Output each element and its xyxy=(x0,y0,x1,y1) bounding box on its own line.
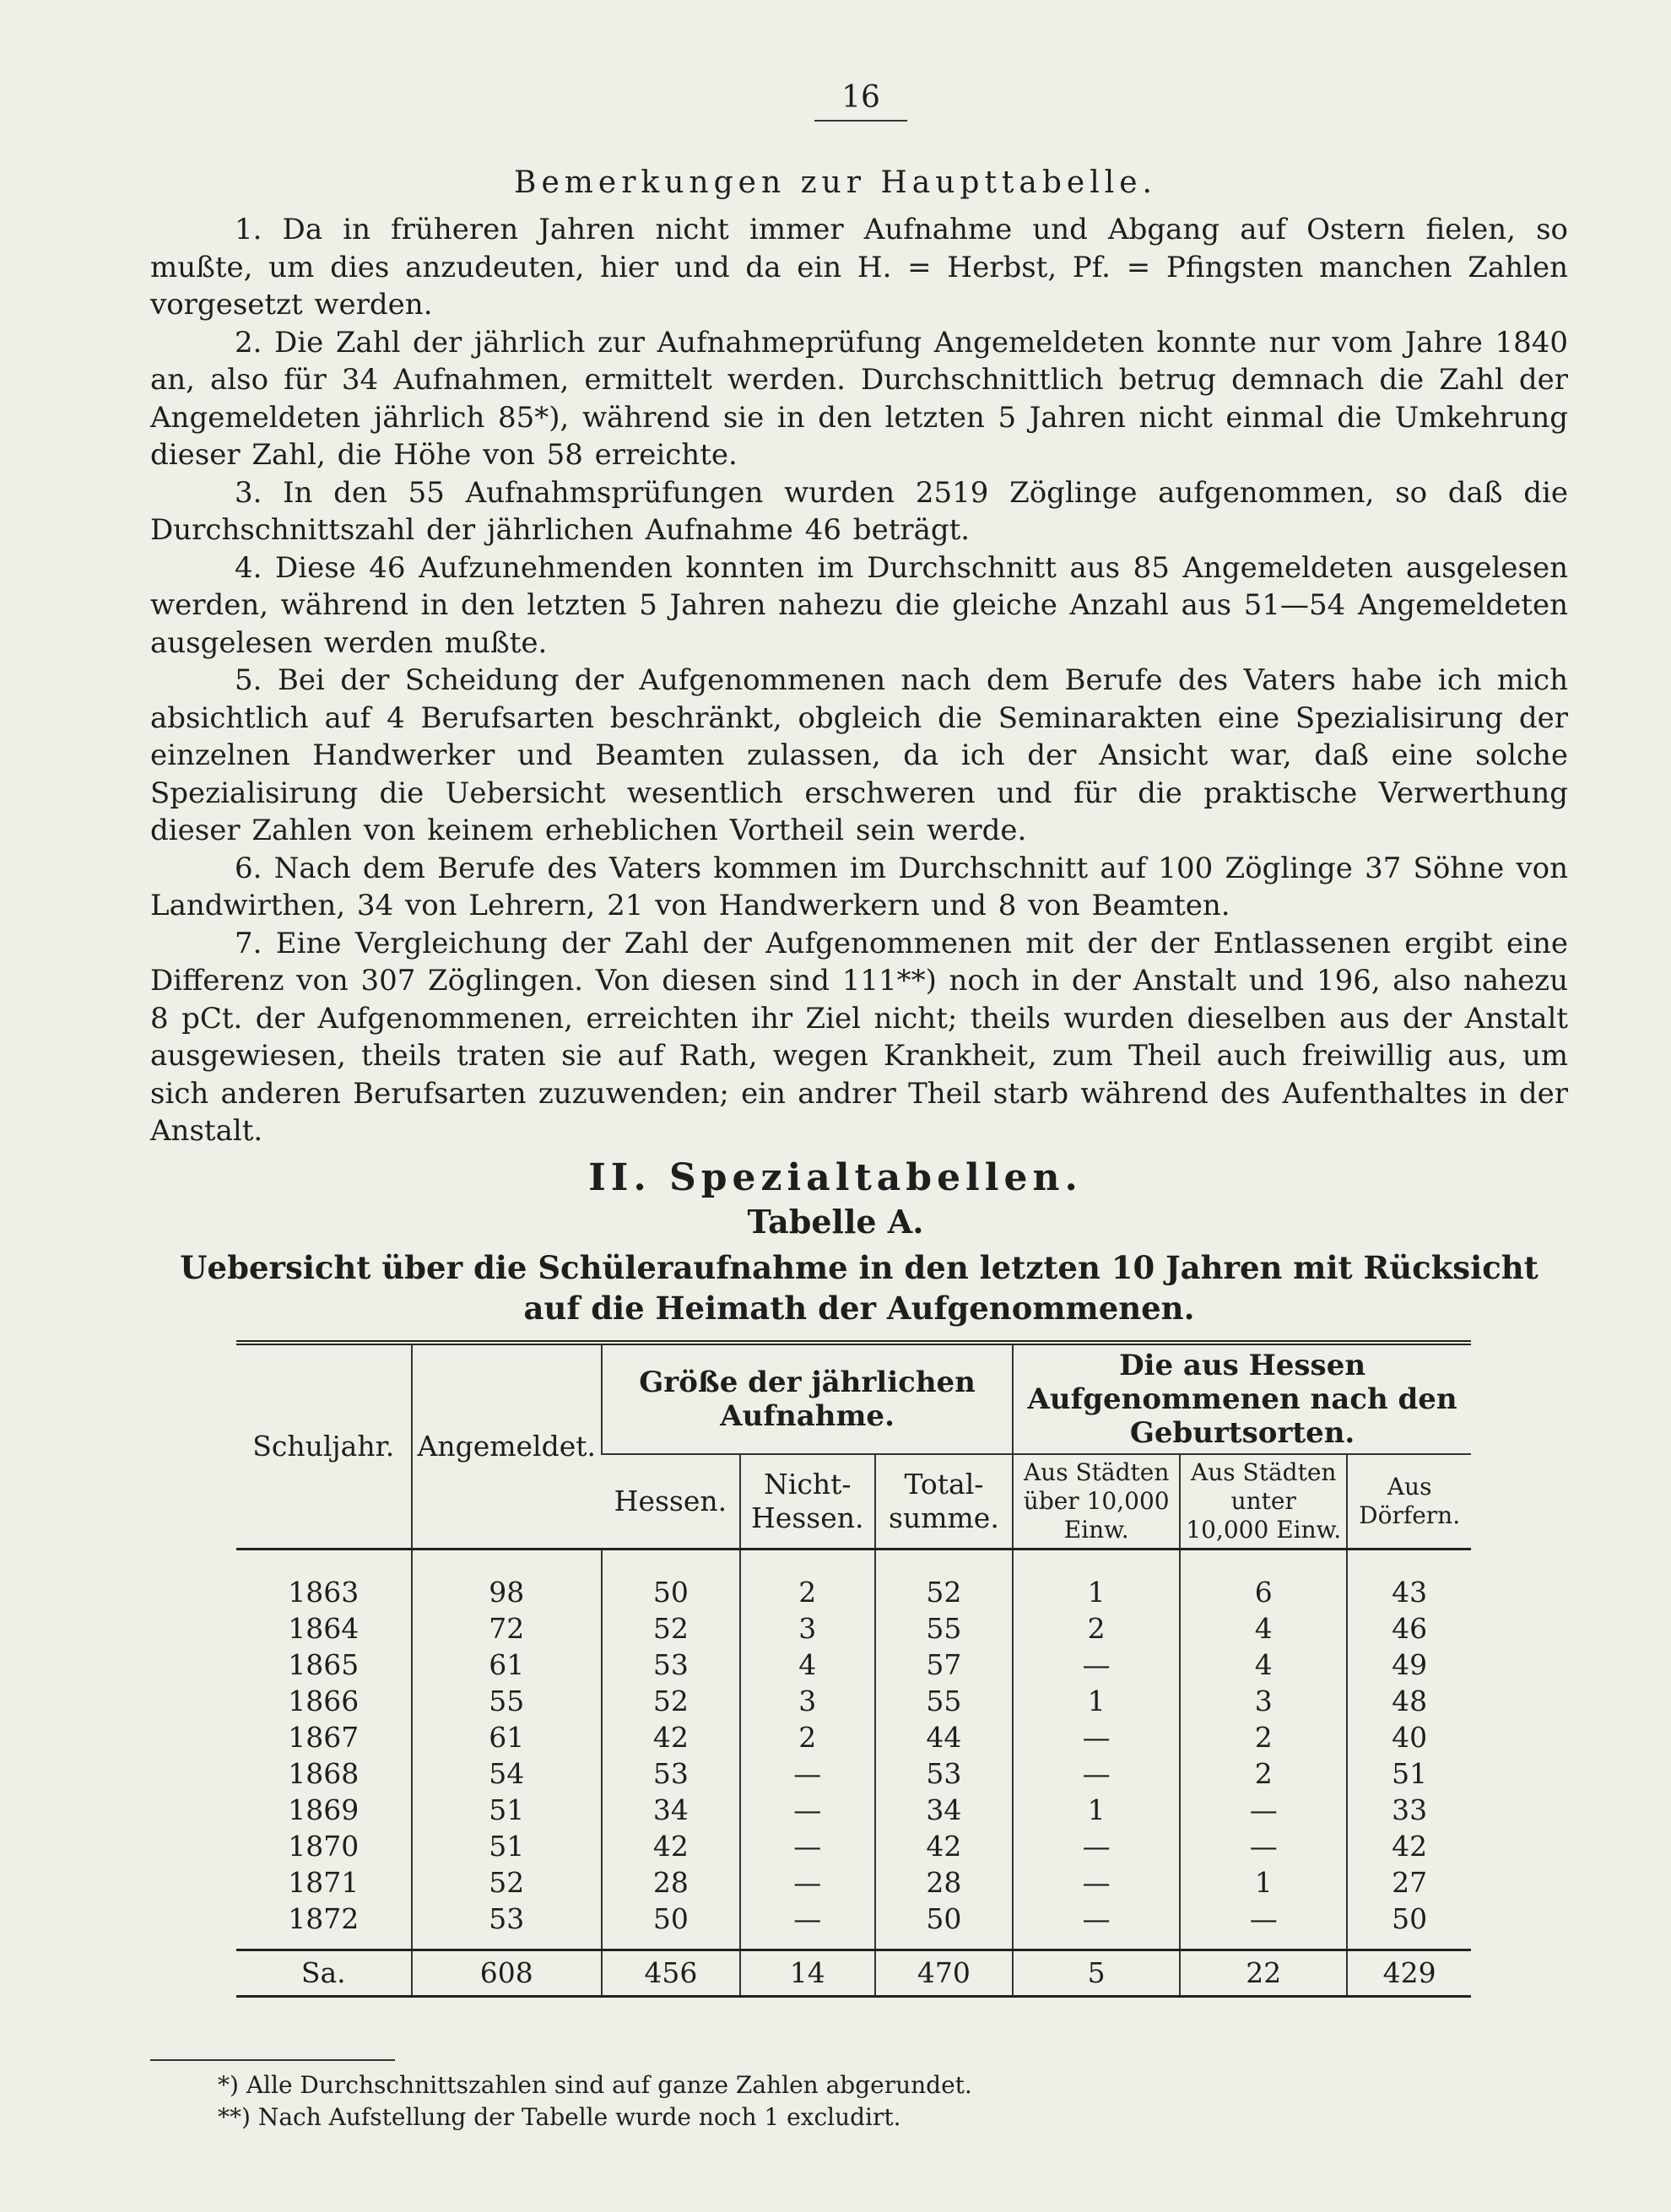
table-row xyxy=(236,1901,1471,1950)
cell-year: 1872 xyxy=(288,1902,360,1935)
cell-non-hesse: — xyxy=(740,1755,875,1792)
table-row xyxy=(236,1755,1471,1792)
header-cities-under: Aus Städten unter 10,000 Einw. xyxy=(1180,1454,1347,1549)
cell-year: 1864 xyxy=(288,1612,360,1645)
cell-cities-over: — xyxy=(1013,1719,1180,1755)
cell-cities-under: 1 xyxy=(1180,1864,1347,1901)
header-villages: Aus Dörfern. xyxy=(1347,1454,1471,1549)
table-row xyxy=(236,1864,1471,1901)
section-heading: II. Spezialtabellen. xyxy=(588,1156,1083,1199)
cell-hesse: 53 xyxy=(602,1755,740,1792)
cell-registered: 98 xyxy=(412,1549,603,1611)
cell-cities-under: 2 xyxy=(1180,1755,1347,1792)
cell-cities-over: — xyxy=(1013,1901,1180,1950)
cell-villages: 43 xyxy=(1347,1549,1471,1611)
cell-total: 52 xyxy=(875,1549,1013,1611)
cell-cities-over: — xyxy=(1013,1755,1180,1792)
header-cities-over: Aus Städten über 10,000 Einw. xyxy=(1013,1454,1180,1549)
cell-total: 28 xyxy=(875,1864,1013,1901)
cell-registered: 53 xyxy=(412,1901,603,1950)
header-registered: Angemeldet. xyxy=(412,1343,603,1549)
remark-6: 6. Nach dem Berufe des Vaters kommen im Durchschnitt auf 100 Zöglinge 37 Söhne von Landwirthen, 34 von Lehrern, 21 von Handwerkern und 8 von Beamten. xyxy=(150,851,1568,922)
cell-registered: 61 xyxy=(412,1647,603,1683)
cell-year: 1870 xyxy=(288,1830,360,1863)
table-row xyxy=(236,1549,1471,1611)
header-non-hesse: Nicht-Hessen. xyxy=(740,1454,875,1549)
cell-hesse: 42 xyxy=(602,1828,740,1864)
footnotes xyxy=(150,2069,1332,2134)
cell-registered: 51 xyxy=(412,1828,603,1864)
cell-total: 55 xyxy=(875,1683,1013,1719)
cell-hesse: 34 xyxy=(602,1792,740,1828)
cell-cities-over: 2 xyxy=(1013,1610,1180,1647)
cell-year: 1865 xyxy=(288,1648,360,1681)
cell-year: 1869 xyxy=(288,1793,360,1826)
table-row xyxy=(236,1610,1471,1647)
remark-3: 3. In den 55 Aufnahmsprüfungen wurden 2519 Zöglinge aufgenommen, so daß die Durchschnittszahl der jährlichen Aufnahme 46 beträgt. xyxy=(150,475,1568,547)
sum-total: 470 xyxy=(875,1950,1013,1997)
header-group-admission: Größe der jährlichen Aufnahme. xyxy=(602,1343,1013,1454)
cell-hesse: 53 xyxy=(602,1647,740,1683)
cell-cities-under: — xyxy=(1180,1901,1347,1950)
sum-hesse: 456 xyxy=(602,1950,740,1997)
cell-villages: 46 xyxy=(1347,1610,1471,1647)
cell-non-hesse: — xyxy=(740,1901,875,1950)
cell-total: 34 xyxy=(875,1792,1013,1828)
cell-cities-over: 1 xyxy=(1013,1549,1180,1611)
cell-registered: 55 xyxy=(412,1683,603,1719)
table-row xyxy=(236,1647,1471,1683)
cell-villages: 40 xyxy=(1347,1719,1471,1755)
cell-total: 57 xyxy=(875,1647,1013,1683)
cell-non-hesse: 4 xyxy=(740,1647,875,1683)
cell-registered: 72 xyxy=(412,1610,603,1647)
table-caption: Uebersicht über die Schüleraufnahme in den letzten 10 Jahren mit Rücksicht auf die Heimath der Aufgenommenen. xyxy=(180,1249,1539,1327)
cell-year: 1866 xyxy=(288,1685,360,1717)
cell-villages: 33 xyxy=(1347,1792,1471,1828)
sum-row xyxy=(236,1950,1471,1997)
cell-year: 1867 xyxy=(288,1721,360,1754)
cell-cities-over: 1 xyxy=(1013,1683,1180,1719)
cell-cities-over: — xyxy=(1013,1864,1180,1901)
cell-villages: 50 xyxy=(1347,1901,1471,1950)
cell-total: 55 xyxy=(875,1610,1013,1647)
cell-villages: 49 xyxy=(1347,1647,1471,1683)
header-total: Total-summe. xyxy=(875,1454,1013,1549)
cell-hesse: 50 xyxy=(602,1549,740,1611)
cell-non-hesse: 3 xyxy=(740,1610,875,1647)
cell-villages: 27 xyxy=(1347,1864,1471,1901)
table-row xyxy=(236,1792,1471,1828)
cell-hesse: 50 xyxy=(602,1901,740,1950)
remark-4: 4. Diese 46 Aufzunehmenden konnten im Durchschnitt aus 85 Angemeldeten ausgelesen werden, während in den letzten 5 Jahren nahezu die gleiche Anzahl aus 51—54 Angemeldeten ausgelesen werden mußte. xyxy=(150,550,1568,660)
remark-7: 7. Eine Vergleichung der Zahl der Aufgenommenen mit der der Entlassenen ergibt eine Differenz von 307 Zöglingen. Von diesen sind 111**) noch in der Anstalt und 196, also nahezu 8 pCt. der Aufgenommenen, erreichten ihr Ziel nicht; theils wurden dieselben aus der Anstalt ausgewiesen, theils traten sie auf Rath, wegen Krankheit, zum Theil auch freiwillig aus, um sich anderen Berufsarten zuzuwenden; ein andrer Theil starb während des Aufenthaltes in der Anstalt. xyxy=(150,926,1568,1148)
cell-hesse: 42 xyxy=(602,1719,740,1755)
cell-total: 42 xyxy=(875,1828,1013,1864)
cell-year: 1868 xyxy=(288,1757,360,1790)
sum-villages: 429 xyxy=(1347,1950,1471,1997)
cell-non-hesse: 2 xyxy=(740,1719,875,1755)
cell-non-hesse: — xyxy=(740,1828,875,1864)
cell-total: 53 xyxy=(875,1755,1013,1792)
remark-1: 1. Da in früheren Jahren nicht immer Aufnahme und Abgang auf Ostern fielen, so mußte, um dies anzudeuten, hier und da ein H. = Herbst, Pf. = Pfingsten manchen Zahlen vorgesetzt werden. xyxy=(150,213,1568,322)
table-row xyxy=(236,1683,1471,1719)
cell-total: 44 xyxy=(875,1719,1013,1755)
cell-registered: 52 xyxy=(412,1864,603,1901)
cell-non-hesse: — xyxy=(740,1792,875,1828)
sum-cities-under: 22 xyxy=(1180,1950,1347,1997)
cell-cities-under: — xyxy=(1180,1792,1347,1828)
sum-registered: 608 xyxy=(412,1950,603,1997)
cell-registered: 54 xyxy=(412,1755,603,1792)
table-row xyxy=(236,1719,1471,1755)
sum-label: Sa. xyxy=(236,1950,412,1997)
cell-non-hesse: 3 xyxy=(740,1683,875,1719)
cell-cities-under: 4 xyxy=(1180,1647,1347,1683)
cell-non-hesse: 2 xyxy=(740,1549,875,1611)
sum-non-hesse: 14 xyxy=(740,1950,875,1997)
remark-2: 2. Die Zahl der jährlich zur Aufnahmeprüfung Angemeldeten konnte nur vom Jahre 1840 an, also für 34 Aufnahmen, ermittelt werden. Durchschnittlich betrug demnach die Zahl der Angemeldeten jährlich 85*), während sie in den letzten 5 Jahren nicht einmal die Umkehrung dieser Zahl, die Höhe von 58 erreichte. xyxy=(150,325,1568,472)
cell-non-hesse: — xyxy=(740,1864,875,1901)
footnote-divider xyxy=(150,2059,395,2061)
cell-registered: 61 xyxy=(412,1719,603,1755)
admissions-table xyxy=(236,1340,1471,1998)
cell-year: 1871 xyxy=(288,1866,360,1899)
table-heading: Tabelle A. xyxy=(747,1203,924,1241)
cell-hesse: 52 xyxy=(602,1683,740,1719)
footnote-1: *) Alle Durchschnittszahlen sind auf ganze Zahlen abgerundet. xyxy=(218,2071,972,2099)
remark-5: 5. Bei der Scheidung der Aufgenommenen nach dem Berufe des Vaters habe ich mich absichtlich auf 4 Berufsarten beschränkt, obgleich die Seminarakten eine Spezialisirung der einzelnen Handwerker und Beamten zulassen, da ich der Ansicht war, daß eine solche Spezialisirung die Uebersicht wesentlich erschweren und für die praktische Verwerthung dieser Zahlen von keinem erheblichen Vortheil sein werde. xyxy=(150,663,1568,847)
cell-villages: 48 xyxy=(1347,1683,1471,1719)
cell-cities-over: 1 xyxy=(1013,1792,1180,1828)
cell-villages: 51 xyxy=(1347,1755,1471,1792)
table-row xyxy=(236,1828,1471,1864)
cell-cities-over: — xyxy=(1013,1828,1180,1864)
cell-cities-under: 2 xyxy=(1180,1719,1347,1755)
cell-registered: 51 xyxy=(412,1792,603,1828)
cell-hesse: 28 xyxy=(602,1864,740,1901)
header-year: Schuljahr. xyxy=(236,1343,412,1549)
cell-villages: 42 xyxy=(1347,1828,1471,1864)
cell-total: 50 xyxy=(875,1901,1013,1950)
cell-cities-under: 3 xyxy=(1180,1683,1347,1719)
footnote-2: **) Nach Aufstellung der Tabelle wurde noch 1 excludirt. xyxy=(218,2103,901,2131)
header-group-hesse: Die aus Hessen Aufgenommenen nach den Geburtsorten. xyxy=(1013,1343,1471,1454)
sum-cities-over: 5 xyxy=(1013,1950,1180,1997)
cell-cities-under: 6 xyxy=(1180,1549,1347,1611)
page-number: 16 xyxy=(814,80,907,122)
header-hesse: Hessen. xyxy=(602,1454,740,1549)
cell-hesse: 52 xyxy=(602,1610,740,1647)
remarks-list xyxy=(150,211,1568,1150)
cell-year: 1863 xyxy=(288,1576,360,1609)
cell-cities-under: — xyxy=(1180,1828,1347,1864)
cell-cities-under: 4 xyxy=(1180,1610,1347,1647)
remarks-heading: Bemerkungen zur Haupttabelle. xyxy=(514,165,1157,200)
cell-cities-over: — xyxy=(1013,1647,1180,1683)
